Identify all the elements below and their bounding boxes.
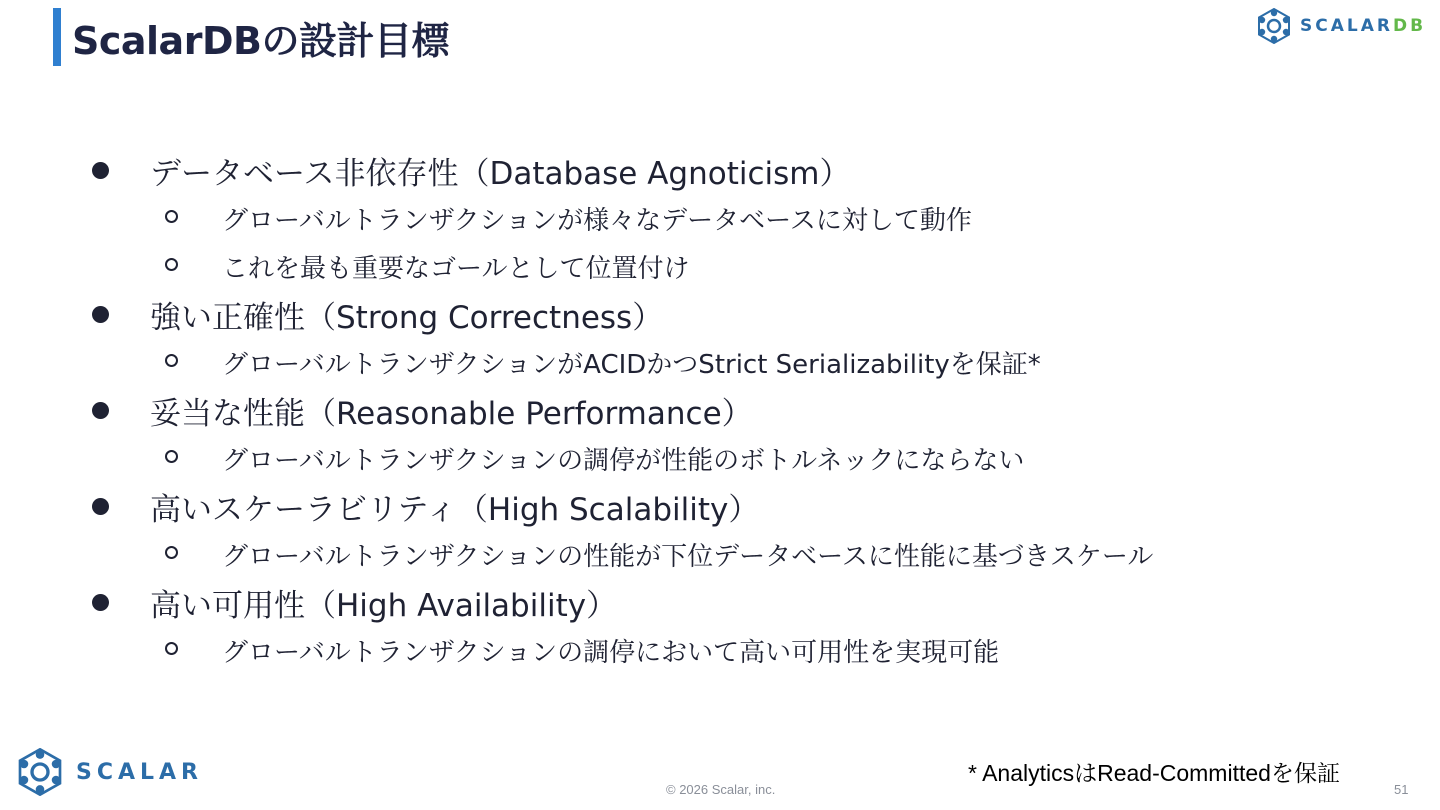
hollow-bullet-icon <box>165 210 178 223</box>
goal-subitem: グローバルトランザクションの調停において高い可用性を実現可能 <box>92 626 1342 674</box>
filled-bullet-icon <box>92 402 109 419</box>
goal-item: 妥当な性能（Reasonable Performance） <box>92 386 1342 434</box>
slide-title: ScalarDBの設計目標 <box>72 19 449 63</box>
scalardb-wordmark: SCALARDB <box>1300 16 1427 36</box>
goal-subitem: グローバルトランザクションの性能が下位データベースに性能に基づきスケール <box>92 530 1342 578</box>
hollow-bullet-icon <box>165 258 178 271</box>
page-number: 51 <box>1394 782 1409 797</box>
hollow-bullet-icon <box>165 642 178 655</box>
footnote: * AnalyticsはRead-Committedを保証 <box>968 760 1340 786</box>
goal-item: 高い可用性（High Availability） <box>92 578 1342 626</box>
scalar-wordmark: SCALAR <box>76 759 204 785</box>
goal-subitem: これを最も重要なゴールとして位置付け <box>92 242 1342 290</box>
hollow-bullet-icon <box>165 354 178 367</box>
goal-item: データベース非依存性（Database Agnoticism） <box>92 146 1342 194</box>
goal-subitem: グローバルトランザクションが様々なデータベースに対して動作 <box>92 194 1342 242</box>
goal-item: 高いスケーラビリティ（High Scalability） <box>92 482 1342 530</box>
filled-bullet-icon <box>92 162 109 179</box>
hollow-bullet-icon <box>165 546 178 559</box>
filled-bullet-icon <box>92 594 109 611</box>
scalar-hex-logo-icon <box>1256 8 1292 44</box>
scalardb-logo <box>1256 6 1426 46</box>
goals-list <box>92 146 1342 674</box>
goal-subitem: グローバルトランザクションの調停が性能のボトルネックにならない <box>92 434 1342 482</box>
hollow-bullet-icon <box>165 450 178 463</box>
scalar-hex-logo-icon <box>16 748 64 796</box>
goal-item: 強い正確性（Strong Correctness） <box>92 290 1342 338</box>
goal-subitem: グローバルトランザクションがACIDかつStrict Serializabilityを保証* <box>92 338 1342 386</box>
filled-bullet-icon <box>92 306 109 323</box>
filled-bullet-icon <box>92 498 109 515</box>
scalar-logo <box>16 746 203 798</box>
copyright: © 2026 Scalar, inc. <box>666 782 776 797</box>
title-accent-bar <box>53 8 61 66</box>
